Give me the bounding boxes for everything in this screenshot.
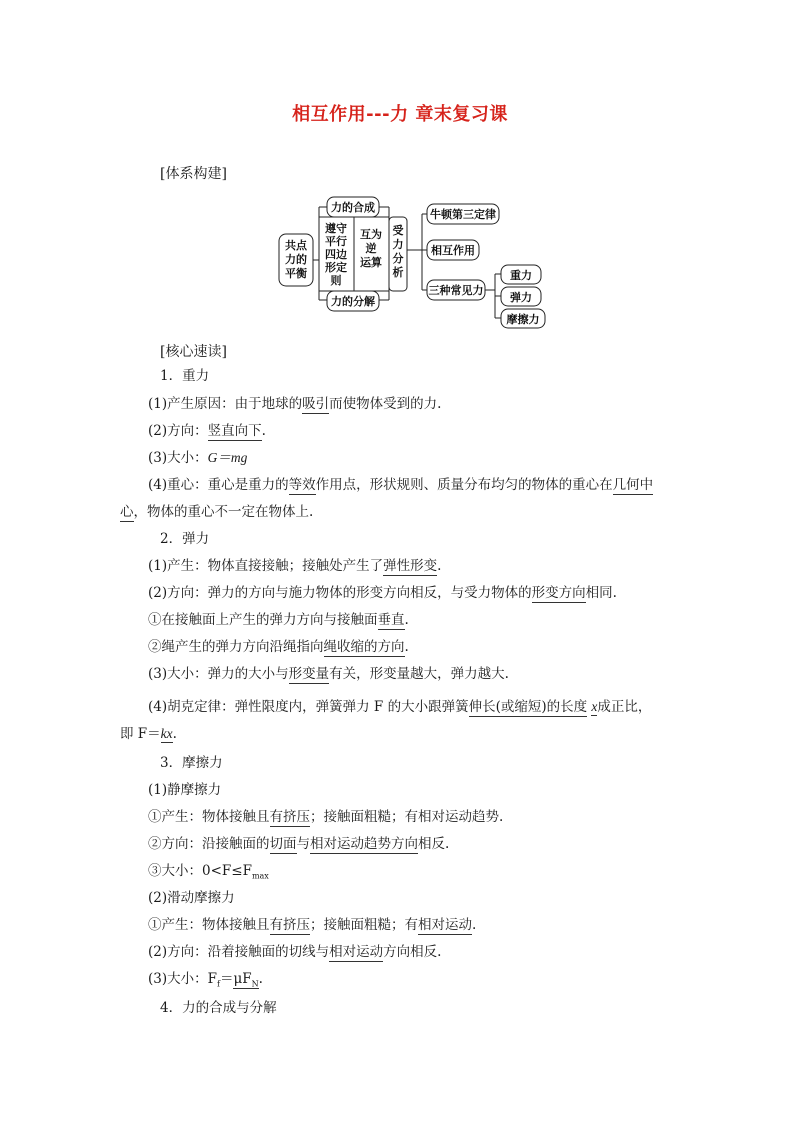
hooke-law-formula: 即 F＝kx. — [120, 726, 177, 742]
heading-friction: 3．摩擦力 — [160, 755, 223, 771]
section-system-construction: [体系构建] — [160, 166, 227, 182]
gravity-cause: (1)产生原因：由于地球的吸引而使物体受到的力. — [148, 396, 442, 412]
label-inverse-3: 运算 — [360, 256, 382, 269]
section-core-reading: [核心速读] — [160, 344, 227, 360]
static-friction-heading: (1)静摩擦力 — [148, 782, 222, 798]
static-friction-direction: ②方向：沿接触面的切面与相对运动趋势方向相反. — [148, 836, 450, 852]
label-composition: 力的合成 — [331, 201, 375, 214]
kinetic-friction-magnitude: (3)大小：$F_f=\mu F_N$. — [148, 971, 263, 989]
gravity-direction: (2)方向：竖直向下. — [148, 423, 266, 439]
label-rule-2: 平行 — [325, 235, 347, 248]
concept-map-svg — [277, 190, 547, 340]
hooke-law: (4)胡克定律：弹性限度内，弹簧弹力 F 的大小跟弹簧伸长(或缩短)的长度 x成正比， — [148, 699, 652, 715]
label-force-analysis-2: 力 — [392, 238, 404, 251]
elastic-direction-rope: ②绳产生的弹力方向沿绳指向绳收缩的方向. — [148, 639, 409, 655]
page-title: 相互作用---力 章末复习课 — [292, 104, 508, 125]
concept-map — [277, 190, 547, 340]
label-equilibrium-3: 平衡 — [285, 267, 307, 280]
label-inverse-1: 互为 — [360, 228, 382, 241]
elastic-origin: (1)产生：物体直接接触；接触处产生了弹性形变. — [148, 558, 442, 574]
elastic-direction-surface: ①在接触面上产生的弹力方向与接触面垂直. — [148, 612, 409, 628]
gravity-center-cont: 心，物体的重心不一定在物体上. — [120, 504, 314, 520]
label-three-forces: 三种常见力 — [428, 284, 484, 297]
label-rule-3: 四边 — [325, 248, 347, 261]
label-gravity: 重力 — [510, 269, 532, 282]
gravity-center: (4)重心：重心是重力的等效作用点，形状规则、质量分布均匀的物体的重心在几何中 — [148, 477, 654, 493]
kinetic-friction-origin: ①产生：物体接触且有挤压；接触面粗糙；有相对运动. — [148, 917, 477, 933]
label-elastic: 弹力 — [510, 291, 532, 304]
label-equilibrium-2: 力的 — [285, 253, 307, 266]
kinetic-friction-direction: (2)方向：沿着接触面的切线与相对运动方向相反. — [148, 944, 442, 960]
label-interaction: 相互作用 — [431, 244, 475, 257]
elastic-direction: (2)方向：弹力的方向与施力物体的形变方向相反，与受力物体的形变方向相同. — [148, 585, 617, 601]
static-friction-origin: ①产生：物体接触且有挤压；接触面粗糙；有相对运动趋势. — [148, 809, 504, 825]
heading-elastic: 2．弹力 — [160, 531, 210, 547]
elastic-magnitude: (3)大小：弹力的大小与形变量有关，形变量越大，弹力越大. — [148, 666, 509, 682]
label-force-analysis-1: 受 — [392, 224, 404, 237]
heading-composition-decomposition: 4．力的合成与分解 — [160, 1000, 277, 1016]
label-force-analysis-3: 分 — [392, 252, 404, 265]
kinetic-friction-heading: (2)滑动摩擦力 — [148, 890, 235, 906]
label-rule-1: 遵守 — [325, 222, 347, 235]
label-equilibrium-1: 共点 — [285, 239, 307, 252]
label-force-analysis-4: 析 — [392, 266, 404, 279]
static-friction-magnitude: ③大小：$0<F\le F_{max}$ — [148, 863, 269, 881]
heading-gravity: 1．重力 — [160, 368, 210, 384]
label-rule-4: 形定 — [325, 261, 347, 274]
label-decomposition: 力的分解 — [331, 295, 375, 308]
label-newton-third-law: 牛顿第三定律 — [430, 208, 496, 221]
label-friction: 摩擦力 — [506, 313, 540, 326]
label-inverse-2: 逆 — [365, 242, 377, 255]
gravity-magnitude: (3)大小：G＝mg — [148, 450, 248, 466]
label-rule-5: 则 — [330, 274, 342, 287]
